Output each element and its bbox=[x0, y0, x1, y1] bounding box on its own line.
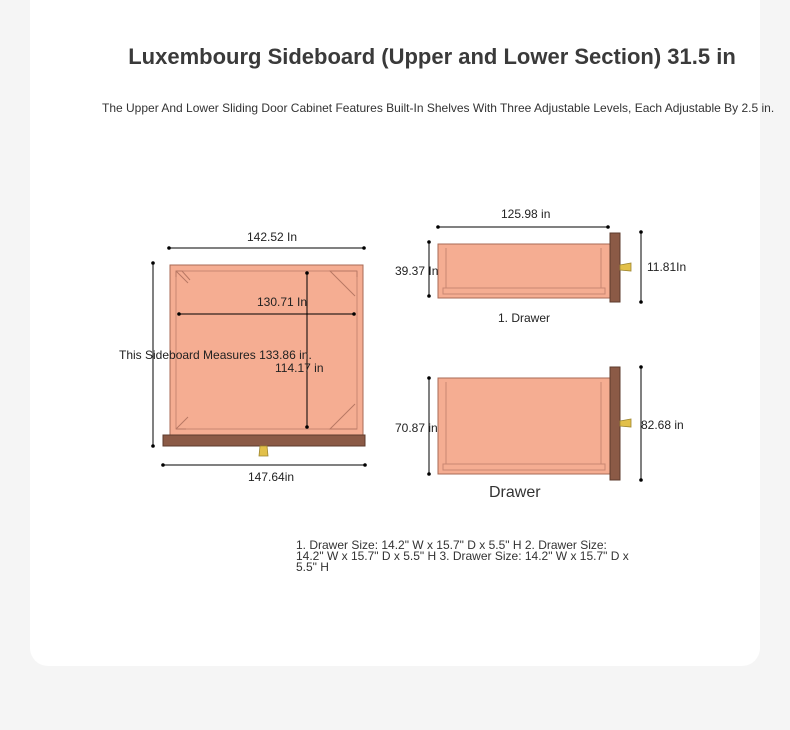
drawer-1-handle bbox=[620, 263, 631, 271]
drawer-2-front-height-label: 82.68 in bbox=[641, 418, 684, 432]
sideboard-inner-width-label: 130.71 In bbox=[257, 295, 308, 309]
drawer-2-body bbox=[438, 378, 610, 474]
drawer-1-drawing bbox=[427, 225, 643, 304]
sideboard-inner-height-label: 114.17 in bbox=[275, 361, 324, 375]
drawer-2-drawing bbox=[427, 365, 643, 482]
drawer-2-handle bbox=[620, 419, 631, 427]
drawer-1-caption: 1. Drawer bbox=[498, 311, 551, 325]
sideboard-base-width-label: 147.64in bbox=[248, 470, 295, 484]
drawer-1-body bbox=[438, 244, 610, 298]
drawer-2-caption: Drawer bbox=[489, 484, 541, 501]
drawer-2-front bbox=[610, 367, 620, 480]
drawer-2-height-label: 70.87 in bbox=[395, 421, 438, 435]
drawer-size-notes: 1. Drawer Size: 14.2" W x 15.7" D x 5.5" H 2. Drawer Size: 14.2" W x 15.7" D x 5.5" H 3. Drawer Size: 14.2" W x 15.7" D x 5.5" H bbox=[296, 538, 629, 574]
page-subtitle: The Upper And Lower Sliding Door Cabinet Features Built-In Shelves With Three Adjustable Levels, Each Adjustable By 2.5 in. bbox=[102, 101, 775, 115]
drawer-1-height-label: 39.37 In bbox=[395, 264, 439, 278]
sideboard-base bbox=[163, 435, 365, 446]
drawer-1-front bbox=[610, 233, 620, 302]
drawer-1-front-height-label: 11.81In bbox=[647, 260, 687, 274]
sideboard-leg bbox=[259, 446, 268, 456]
sideboard-height-label: This Sideboard Measures 133.86 in. bbox=[119, 348, 312, 362]
drawer-1-width-label: 125.98 in bbox=[501, 207, 551, 221]
sideboard-top-width-label: 142.52 In bbox=[247, 230, 298, 244]
page-title: Luxembourg Sideboard (Upper and Lower Section) 31.5 in bbox=[128, 44, 736, 69]
